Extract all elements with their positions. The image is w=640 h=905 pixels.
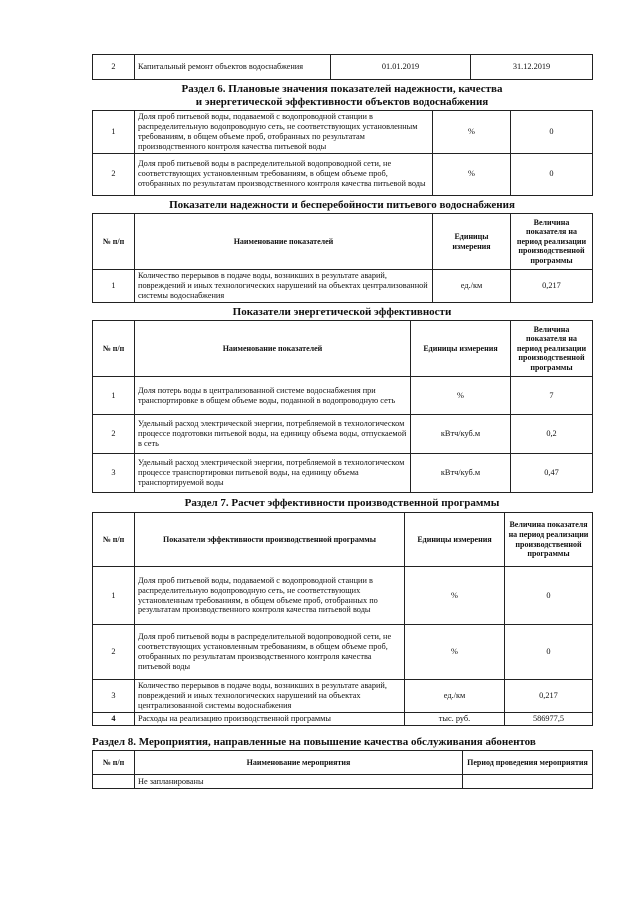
row-unit: % — [411, 377, 511, 415]
table-row — [93, 111, 593, 154]
top-table — [92, 54, 593, 80]
row-number: 1 — [93, 111, 135, 154]
table-row — [93, 775, 593, 789]
table-row — [93, 625, 593, 680]
table-row — [93, 55, 593, 80]
row-number: 4 — [93, 712, 135, 725]
section6-title-line1: Раздел 6. Плановые значения показателей надежности, качества — [181, 83, 503, 95]
energy-title: Показатели энергетической эффективности — [232, 306, 452, 318]
header-unit: Единицы измерения — [405, 513, 505, 567]
header-unit: Единицы измерения — [433, 214, 511, 270]
row-number: 2 — [93, 415, 135, 454]
section8-title: Раздел 8. Мероприятия, направленные на повышение качества обслуживания абонентов — [92, 736, 536, 748]
section8-table — [92, 750, 593, 789]
row-name: Количество перерывов в подаче воды, возникших в результате аварий, повреждений и иных технологических нарушений на объектах централизованной системы водоснабжения — [135, 270, 433, 303]
row-name: Доля проб питьевой воды, подаваемой с водопроводной станции в распределительную водопроводную сеть, не соответствующих установленным требованиям, в общем объеме проб, отобранных по результатам производственного контроля качества питьевой воды — [135, 567, 405, 625]
row-number: 3 — [93, 454, 135, 493]
row-number: 2 — [93, 55, 135, 80]
row-number: 1 — [93, 567, 135, 625]
table-row — [93, 270, 593, 303]
row-unit: % — [433, 153, 511, 195]
row-number: 1 — [93, 377, 135, 415]
row-unit: ед./км — [405, 680, 505, 713]
header-value: Величина показателя на период реализации производственной программы — [505, 513, 593, 567]
energy-table — [92, 320, 593, 493]
row-value: 0,217 — [505, 680, 593, 713]
section6-title-line2: и энергетической эффективности объектов водоснабжения — [195, 95, 489, 108]
section6-title — [92, 83, 592, 108]
row-name: Доля потерь воды в централизованной системе водоснабжения при транспортировке в общем объеме воды, поданной в водопроводную сеть — [135, 377, 411, 415]
section6-table — [92, 110, 593, 196]
table-header-row — [93, 751, 593, 775]
row-value: 0,47 — [511, 454, 593, 493]
header-name: Наименование мероприятия — [135, 751, 463, 775]
row-name: Удельный расход электрической энергии, потребляемой в технологическом процессе подготовки питьевой воды, на единицу объема воды, отпускаемой в сеть — [135, 415, 411, 454]
row-value: 0,217 — [511, 270, 593, 303]
table-row — [93, 153, 593, 195]
row-name: Расходы на реализацию производственной программы — [135, 712, 405, 725]
section7-table — [92, 512, 593, 726]
row-value: 7 — [511, 377, 593, 415]
row-value: 586977,5 — [505, 712, 593, 725]
row-number — [93, 775, 135, 789]
row-value: 0 — [505, 625, 593, 680]
row-period — [463, 775, 593, 789]
end-date: 31.12.2019 — [471, 55, 593, 80]
row-name: Удельный расход электрической энергии, потребляемой в технологическом процессе транспортировки питьевой воды, на единицу объема транспортируемой воды — [135, 454, 411, 493]
row-name: Не запланированы — [135, 775, 463, 789]
row-unit: кВтч/куб.м — [411, 454, 511, 493]
table-row — [93, 415, 593, 454]
row-name: Капитальный ремонт объектов водоснабжения — [135, 55, 331, 80]
header-value: Величина показателя на период реализации производственной программы — [511, 214, 593, 270]
table-row — [93, 377, 593, 415]
row-value: 0,2 — [511, 415, 593, 454]
row-unit: % — [405, 567, 505, 625]
row-name: Доля проб питьевой воды в распределительной водопроводной сети, не соответствующих установленным требованиям, в общем объеме проб, отобранных по результатам производственного контроля качества питьевой воды — [135, 153, 433, 195]
table-row — [93, 680, 593, 713]
row-unit: тыс. руб. — [405, 712, 505, 725]
row-value: 0 — [511, 153, 593, 195]
reliability-table — [92, 213, 593, 303]
header-num: № п/п — [93, 513, 135, 567]
table-header-row — [93, 513, 593, 567]
row-unit: ед./км — [433, 270, 511, 303]
row-name: Доля проб питьевой воды, подаваемой с водопроводной станции в распределительную водопроводную сеть, не соответствующих установленным требованиям, в общем объеме проб, отобранных по результатам производственного контроля качества питьевой воды — [135, 111, 433, 154]
start-date: 01.01.2019 — [331, 55, 471, 80]
row-name: Доля проб питьевой воды в распределительной водопроводной сети, не соответствующих установленным требованиям, в общем объеме проб, отобранных по результатам производственного контроля качества питьевой воды — [135, 625, 405, 680]
row-value: 0 — [511, 111, 593, 154]
header-name: Показатели эффективности производственной программы — [135, 513, 405, 567]
row-number: 2 — [93, 153, 135, 195]
table-header-row — [93, 214, 593, 270]
header-unit: Единицы измерения — [411, 321, 511, 377]
reliability-title: Показатели надежности и бесперебойности питьевого водоснабжения — [169, 199, 515, 211]
header-name: Наименование показателей — [135, 321, 411, 377]
header-name: Наименование показателей — [135, 214, 433, 270]
header-period: Период проведения мероприятия — [463, 751, 593, 775]
header-num: № п/п — [93, 214, 135, 270]
row-name: Количество перерывов в подаче воды, возникших в результате аварий, повреждений и иных технологических нарушений на объектах централизованной системы водоснабжения — [135, 680, 405, 713]
table-row — [93, 712, 593, 725]
row-number: 3 — [93, 680, 135, 713]
header-value: Величина показателя на период реализации производственной программы — [511, 321, 593, 377]
header-num: № п/п — [93, 751, 135, 775]
row-value: 0 — [505, 567, 593, 625]
header-num: № п/п — [93, 321, 135, 377]
row-unit: % — [433, 111, 511, 154]
row-unit: кВтч/куб.м — [411, 415, 511, 454]
row-number: 2 — [93, 625, 135, 680]
table-header-row — [93, 321, 593, 377]
row-number: 1 — [93, 270, 135, 303]
row-unit: % — [405, 625, 505, 680]
table-row — [93, 454, 593, 493]
table-row — [93, 567, 593, 625]
section7-title: Раздел 7. Расчет эффективности производственной программы — [184, 497, 500, 509]
